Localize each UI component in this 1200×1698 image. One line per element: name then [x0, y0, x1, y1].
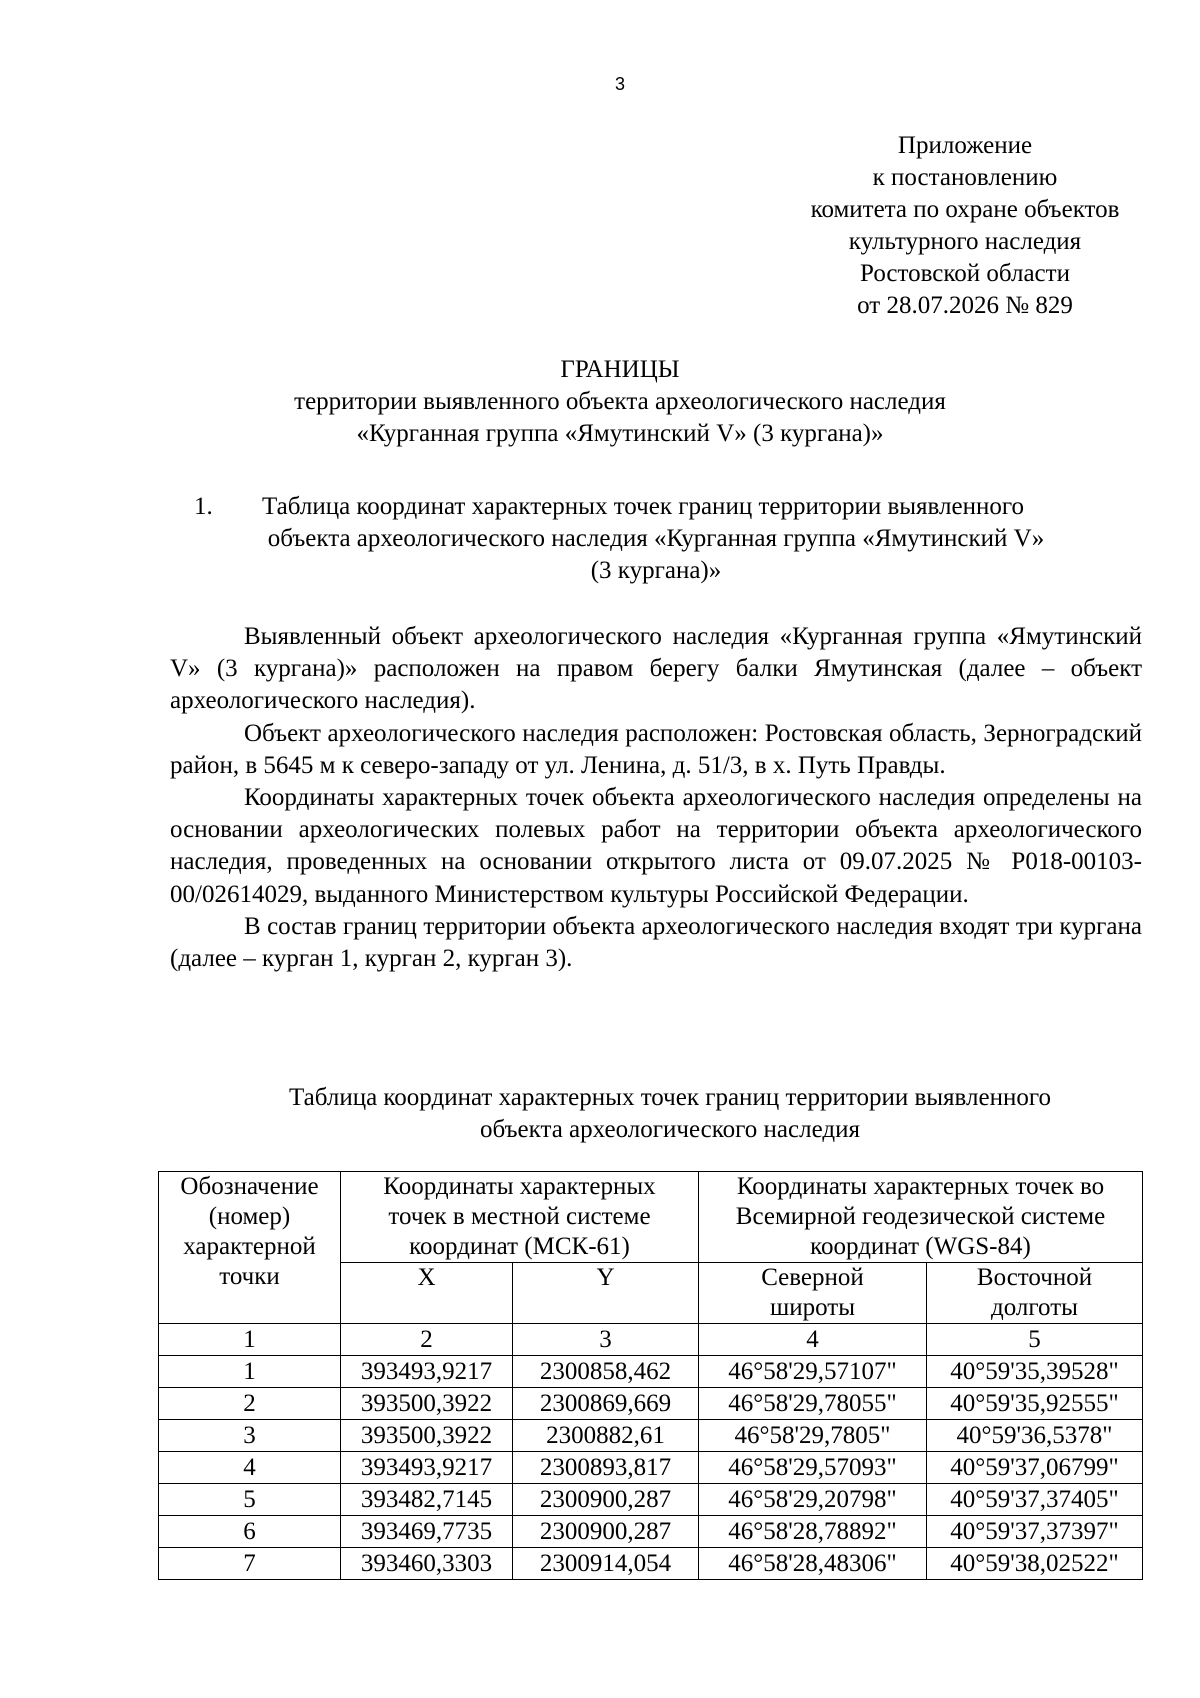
table-cell: 3	[159, 1420, 341, 1452]
paragraph: В состав границ территории объекта археологического наследия входят три кургана (далее – курган 1, курган 2, курган 3).	[170, 912, 1142, 973]
header-x: X	[341, 1263, 513, 1324]
table-row	[159, 1420, 1143, 1452]
body-text	[170, 621, 1142, 975]
table-cell: 40°59'36,5378"	[927, 1420, 1143, 1452]
table-cell: 2300882,61	[513, 1420, 699, 1452]
appendix-line: к постановлению	[872, 164, 1058, 191]
page-number: 3	[614, 74, 625, 94]
table-cell: 1	[159, 1356, 341, 1388]
table-cell: 393493,9217	[341, 1356, 513, 1388]
table-cell: 7	[159, 1548, 341, 1580]
table-cell: 393493,9217	[341, 1452, 513, 1484]
table-cell: 3	[513, 1324, 699, 1356]
table-row	[159, 1484, 1143, 1516]
table-cell: 40°59'35,39528"	[927, 1356, 1143, 1388]
appendix-line: культурного наследия	[848, 228, 1082, 255]
heading-title: ГРАНИЦЫ	[560, 356, 680, 383]
table-cell: 46°58'28,78892"	[699, 1516, 927, 1548]
table-cell: 46°58'29,20798"	[699, 1484, 927, 1516]
table-cell: 393500,3922	[341, 1420, 513, 1452]
table-cell: 2300914,054	[513, 1548, 699, 1580]
coordinates-table	[158, 1171, 1143, 1580]
table-caption-line: Таблица координат характерных точек границ территории выявленного	[289, 1084, 1051, 1111]
table-cell: 40°59'38,02522"	[927, 1548, 1143, 1580]
column-number-row	[159, 1324, 1143, 1356]
table-cell: 393500,3922	[341, 1388, 513, 1420]
table-cell: 5	[159, 1484, 341, 1516]
header-local-coordinates: Координаты характерных точек в местной системе координат (МСК-61)	[341, 1172, 699, 1263]
table-caption	[220, 1082, 1120, 1146]
header-wgs84-coordinates: Координаты характерных точек во Всемирной геодезической системе координат (WGS-84)	[699, 1172, 1143, 1263]
table-cell: 393460,3303	[341, 1548, 513, 1580]
header-latitude: Северной широты	[699, 1263, 927, 1324]
table-cell: 393469,7735	[341, 1516, 513, 1548]
heading-subtitle: «Курганная группа «Ямутинский V» (3 кургана)»	[356, 420, 884, 447]
table-row	[159, 1548, 1143, 1580]
table-cell: 2300900,287	[513, 1484, 699, 1516]
table-cell: 2	[341, 1324, 513, 1356]
table-cell: 46°58'29,78055"	[699, 1388, 927, 1420]
table-row	[159, 1356, 1143, 1388]
table-cell: 2300893,817	[513, 1452, 699, 1484]
table-cell: 46°58'29,57107"	[699, 1356, 927, 1388]
section-title-line: Таблица координат характерных точек границ территории выявленного	[262, 493, 1024, 520]
table-cell: 46°58'28,48306"	[699, 1548, 927, 1580]
table-cell: 2	[159, 1388, 341, 1420]
section-number: 1.	[194, 493, 213, 520]
header-y: Y	[513, 1263, 699, 1324]
table-cell: 40°59'35,92555"	[927, 1388, 1143, 1420]
heading-subtitle: территории выявленного объекта археологического наследия	[294, 388, 946, 415]
table-cell: 40°59'37,37405"	[927, 1484, 1143, 1516]
table-cell: 40°59'37,06799"	[927, 1452, 1143, 1484]
section-title	[170, 491, 1142, 587]
paragraph: Координаты характерных точек объекта археологического наследия определены на основании археологических полевых работ на территории объекта археологического наследия, проведенных на основании открытого листа от 09.07.2025 № Р018-00103-00/02614029, выданного Министерством культуры Российской Федерации.	[170, 784, 1142, 908]
table-cell: 2300858,462	[513, 1356, 699, 1388]
document-heading	[170, 354, 1070, 450]
appendix-block	[780, 130, 1150, 322]
table-caption-line: объекта археологического наследия	[480, 1116, 860, 1143]
table-cell: 40°59'37,37397"	[927, 1516, 1143, 1548]
appendix-date-line: от 28.07.2026 № 829	[857, 292, 1073, 319]
section-title-line: (3 кургана)»	[590, 557, 722, 584]
table-cell: 6	[159, 1516, 341, 1548]
table-row	[159, 1452, 1143, 1484]
table-row	[159, 1388, 1143, 1420]
header-longitude: Восточной долготы	[927, 1263, 1143, 1324]
table-row	[159, 1516, 1143, 1548]
table-cell: 2300900,287	[513, 1516, 699, 1548]
table-cell: 5	[927, 1324, 1143, 1356]
table-cell: 46°58'29,7805"	[699, 1420, 927, 1452]
table-header-row	[159, 1172, 1143, 1263]
appendix-line: Ростовской области	[860, 260, 1070, 287]
table-cell: 1	[159, 1324, 341, 1356]
table-cell: 46°58'29,57093"	[699, 1452, 927, 1484]
paragraph: Выявленный объект археологического наследия «Курганная группа «Ямутинский V» (3 кургана)» расположен на правом берегу балки Ямутинская (далее – объект археологического наследия).	[170, 623, 1142, 715]
table-cell: 4	[699, 1324, 927, 1356]
table-cell: 4	[159, 1452, 341, 1484]
section-title-line: объекта археологического наследия «Курганная группа «Ямутинский V»	[267, 525, 1045, 552]
paragraph: Объект археологического наследия расположен: Ростовская область, Зерноградский район, в 5645 м к северо-западу от ул. Ленина, д. 51/3, в х. Путь Правды.	[170, 719, 1142, 779]
appendix-line: Приложение	[897, 132, 1033, 159]
table-cell: 393482,7145	[341, 1484, 513, 1516]
appendix-line: комитета по охране объектов	[810, 196, 1120, 223]
table-cell: 2300869,669	[513, 1388, 699, 1420]
header-point-designation: Обозначение (номер) характерной точки	[159, 1172, 341, 1324]
